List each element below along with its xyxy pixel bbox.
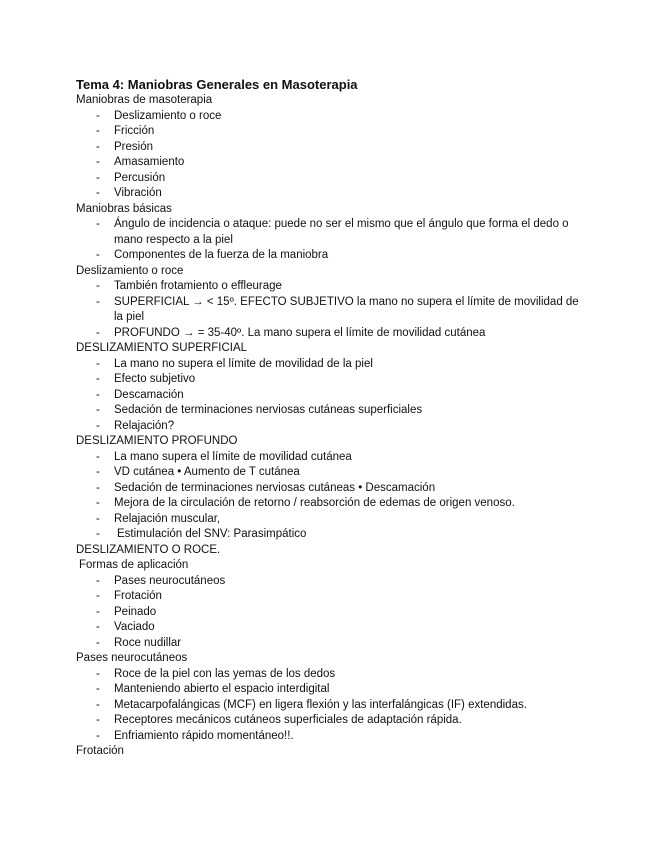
list-item — [76, 109, 586, 125]
list-item — [76, 186, 586, 202]
list-item — [76, 248, 586, 264]
list-item-text: Receptores mecánicos cutáneos superficiales de adaptación rápida. — [114, 714, 462, 726]
dash-bullet: - — [96, 280, 100, 292]
dash-bullet: - — [96, 605, 100, 618]
bullet-list — [76, 109, 586, 202]
section-heading: Maniobras de masoterapia — [76, 94, 213, 106]
list-item — [76, 419, 586, 435]
list-item — [76, 605, 586, 621]
list-item — [76, 682, 586, 698]
dash-bullet: - — [96, 512, 100, 525]
dash-bullet: - — [96, 497, 100, 509]
document-content — [76, 76, 586, 760]
list-item-text: Mejora de la circulación de retorno / reabsorción de edemas de origen venoso. — [114, 497, 515, 509]
dash-bullet: - — [96, 481, 100, 494]
dash-bullet: - — [96, 171, 100, 184]
list-item-text: También frotamiento o effleurage — [114, 280, 282, 292]
list-item — [76, 620, 586, 636]
list-item-text: VD cutánea • Aumento de T cutánea — [114, 466, 300, 478]
section-heading: DESLIZAMIENTO SUPERFICIAL — [76, 342, 248, 354]
list-item — [76, 403, 586, 419]
list-item-text: Roce de la piel con las yemas de los dedos — [114, 667, 336, 680]
list-item-text: Descamación — [114, 388, 184, 401]
list-item — [76, 527, 586, 543]
bullet-list — [76, 357, 586, 435]
list-item-text: Frotación — [114, 590, 162, 602]
dash-bullet: - — [96, 326, 100, 339]
list-item-text: Presión — [114, 140, 153, 153]
list-item — [76, 279, 586, 295]
dash-bullet: - — [96, 357, 100, 370]
dash-bullet: - — [96, 667, 100, 680]
section-heading: DESLIZAMIENTO O ROCE. — [76, 543, 221, 556]
list-item-text: Deslizamiento o roce — [114, 109, 222, 122]
list-item-text: Efecto subjetivo — [114, 373, 196, 385]
bullet-list — [76, 574, 586, 652]
list-item-text: Enfriamiento rápido momentáneo!!. — [114, 729, 294, 742]
section-heading: DESLIZAMIENTO PROFUNDO — [76, 435, 238, 447]
dash-bullet: - — [96, 636, 100, 649]
list-item-text: Manteniendo abierto el espacio interdigital — [114, 683, 330, 695]
list-item-text: Metacarpofalángicas (MCF) en ligera flexión y las interfalángicas (IF) extendidas. — [114, 698, 527, 711]
document-title: Tema 4: Maniobras Generales en Masoterapia — [76, 77, 358, 92]
section-heading: Formas de aplicación — [79, 559, 189, 571]
list-item — [76, 636, 586, 652]
list-item-text: Sedación de terminaciones nerviosas cutáneas superficiales — [114, 404, 423, 416]
list-item — [76, 372, 586, 388]
list-item — [76, 171, 586, 187]
list-item — [76, 450, 586, 466]
list-item — [76, 388, 586, 404]
list-item — [76, 698, 586, 714]
dash-bullet: - — [96, 590, 100, 602]
section-heading: Pases neurocutáneos — [76, 652, 188, 664]
list-item-text: Vibración — [114, 187, 162, 199]
dash-bullet: - — [96, 125, 100, 137]
list-item — [76, 295, 586, 326]
dash-bullet: - — [96, 388, 100, 401]
bullet-list — [76, 667, 586, 745]
list-item-text: Relajación muscular, — [114, 512, 221, 525]
list-item — [76, 326, 586, 342]
list-item — [76, 512, 586, 528]
dash-bullet: - — [96, 218, 100, 230]
list-item — [76, 155, 586, 171]
list-item-text: Pases neurocutáneos — [114, 574, 226, 587]
section-heading: Maniobras básicas — [76, 202, 172, 215]
list-item-text: PROFUNDO → = 35-40º. La mano supera el límite de movilidad cutánea — [114, 326, 486, 339]
list-item-text: Estimulación del SNV: Parasimpático — [117, 528, 307, 540]
dash-bullet: - — [96, 574, 100, 587]
list-item-text: La mano supera el límite de movilidad cutánea — [114, 450, 352, 463]
dash-bullet: - — [96, 373, 100, 385]
section-heading: Deslizamiento o roce — [76, 264, 184, 277]
dash-bullet: - — [96, 109, 100, 122]
section-heading: Frotación — [76, 745, 124, 757]
list-item-text: Sedación de terminaciones nerviosas cutáneas • Descamación — [114, 481, 436, 494]
dash-bullet: - — [96, 187, 100, 199]
list-item — [76, 140, 586, 156]
dash-bullet: - — [96, 729, 100, 742]
list-item-text: Peinado — [114, 605, 157, 618]
list-item — [76, 713, 586, 729]
list-item-text: Fricción — [114, 125, 155, 137]
list-item — [76, 124, 586, 140]
dash-bullet: - — [96, 450, 100, 463]
dash-bullet: - — [96, 683, 100, 695]
dash-bullet: - — [96, 404, 100, 416]
dash-bullet: - — [96, 249, 100, 261]
bullet-list — [76, 279, 586, 341]
list-item — [76, 574, 586, 590]
dash-bullet: - — [96, 714, 100, 726]
list-item-text: Componentes de la fuerza de la maniobra — [114, 249, 329, 261]
list-item — [76, 667, 586, 683]
list-item — [76, 357, 586, 373]
dash-bullet: - — [96, 156, 100, 168]
list-item — [76, 589, 586, 605]
dash-bullet: - — [96, 140, 100, 153]
list-item — [76, 481, 586, 497]
list-item-text: Vaciado — [114, 621, 155, 633]
list-item-text: Relajación? — [114, 419, 175, 432]
list-item-text: Amasamiento — [114, 156, 185, 168]
list-item — [76, 496, 586, 512]
dash-bullet: - — [96, 528, 100, 540]
bullet-list — [76, 450, 586, 543]
dash-bullet: - — [96, 295, 100, 308]
list-item-text: Ángulo de incidencia o ataque: puede no ser el mismo que el ángulo que forma el dedo o mano respecto a la piel — [114, 218, 569, 246]
list-item-text: La mano no supera el límite de movilidad de la piel — [114, 357, 373, 370]
list-item-text: Percusión — [114, 171, 166, 184]
list-item — [76, 217, 586, 248]
list-item — [76, 729, 586, 745]
dash-bullet: - — [96, 698, 100, 711]
list-item-text: SUPERFICIAL → < 15º. EFECTO SUBJETIVO la mano no supera el límite de movilidad de la piel — [114, 295, 579, 323]
list-item — [76, 465, 586, 481]
dash-bullet: - — [96, 621, 100, 633]
bullet-list — [76, 217, 586, 264]
dash-bullet: - — [96, 419, 100, 432]
list-item-text: Roce nudillar — [114, 636, 182, 649]
dash-bullet: - — [96, 466, 100, 478]
